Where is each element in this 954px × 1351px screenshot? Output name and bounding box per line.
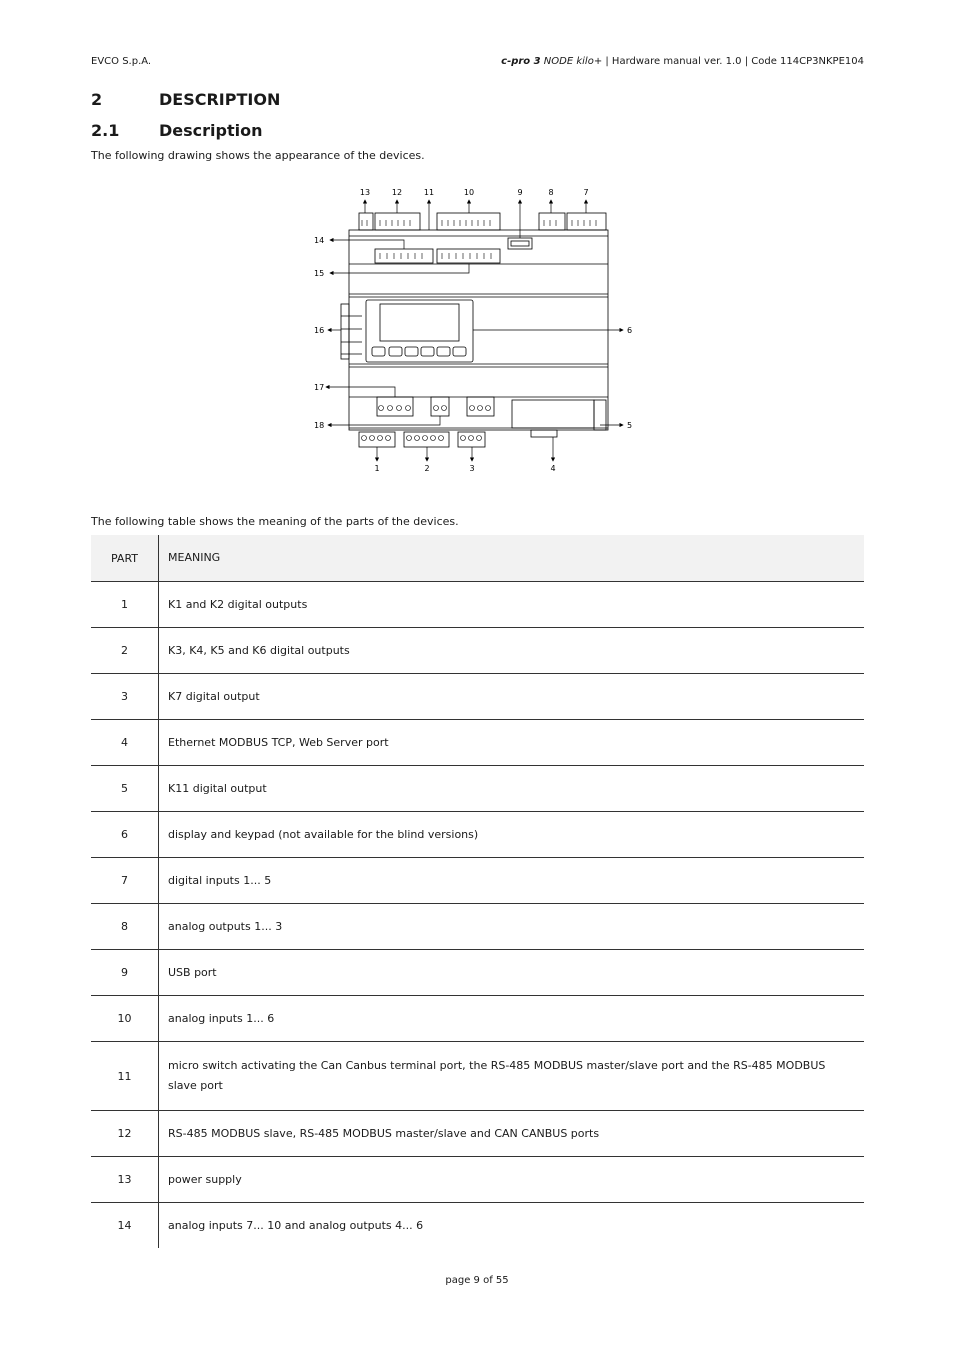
meaning-cell: USB port (159, 950, 865, 996)
meaning-cell: analog inputs 1... 6 (159, 996, 865, 1042)
meaning-cell: K3, K4, K5 and K6 digital outputs (159, 628, 865, 674)
part-cell: 3 (91, 674, 159, 720)
page-footer: page 9 of 55 (445, 1275, 509, 1286)
header-product-bold: c-pro 3 (501, 56, 541, 67)
meaning-cell: K1 and K2 digital outputs (159, 582, 865, 628)
table-row (91, 766, 864, 812)
meaning-cell: power supply (159, 1157, 865, 1203)
column-header-part: PART (91, 535, 159, 582)
callout-7: 7 (583, 188, 589, 197)
part-cell: 10 (91, 996, 159, 1042)
callout-2: 2 (424, 464, 430, 473)
callout-12: 12 (391, 188, 403, 197)
table-row (91, 1203, 864, 1249)
callout-6: 6 (627, 326, 633, 335)
part-cell: 7 (91, 858, 159, 904)
part-cell: 11 (91, 1042, 159, 1111)
callout-8: 8 (548, 188, 554, 197)
header-version-code: | Hardware manual ver. 1.0 | Code 114CP3NKPE104 (602, 56, 864, 67)
device-drawing (305, 180, 650, 480)
table-intro-paragraph: The following table shows the meaning of the parts of the devices. (91, 515, 459, 528)
table-row (91, 1042, 864, 1111)
part-cell: 14 (91, 1203, 159, 1249)
part-cell: 4 (91, 720, 159, 766)
callout-5: 5 (627, 421, 633, 430)
meaning-cell: micro switch activating the Can Canbus terminal port, the RS-485 MODBUS master/slave port and the RS-485 MODBUS slave port (159, 1042, 865, 1111)
meaning-cell: analog outputs 1... 3 (159, 904, 865, 950)
callout-1: 1 (374, 464, 380, 473)
subsection-number: 2.1 (91, 121, 120, 140)
part-cell: 1 (91, 582, 159, 628)
callout-18: 18 (314, 421, 325, 430)
table-row (91, 1157, 864, 1203)
callout-3: 3 (469, 464, 475, 473)
part-cell: 13 (91, 1157, 159, 1203)
meaning-cell: Ethernet MODBUS TCP, Web Server port (159, 720, 865, 766)
intro-paragraph: The following drawing shows the appearance of the devices. (91, 149, 425, 162)
part-cell: 8 (91, 904, 159, 950)
table-row (91, 628, 864, 674)
part-cell: 12 (91, 1111, 159, 1157)
header-document-info (501, 56, 864, 67)
callout-11: 11 (423, 188, 435, 197)
meaning-cell: display and keypad (not available for the blind versions) (159, 812, 865, 858)
top-terminal-pins (362, 220, 596, 259)
table-row (91, 582, 864, 628)
meaning-cell: K11 digital output (159, 766, 865, 812)
section-title: DESCRIPTION (159, 90, 281, 109)
callout-15: 15 (314, 269, 325, 278)
callout-10: 10 (463, 188, 475, 197)
subsection-heading (91, 121, 262, 140)
column-header-meaning: MEANING (159, 535, 865, 582)
header-company: EVCO S.p.A. (91, 56, 152, 67)
part-cell: 6 (91, 812, 159, 858)
meaning-cell: K7 digital output (159, 674, 865, 720)
section-heading (91, 90, 280, 109)
callout-9: 9 (517, 188, 523, 197)
callout-4: 4 (550, 464, 556, 473)
subsection-title: Description (159, 121, 263, 140)
table-row (91, 1111, 864, 1157)
callout-17: 17 (314, 383, 325, 392)
meaning-cell: analog inputs 7... 10 and analog outputs 4... 6 (168, 1218, 424, 1232)
table-row (91, 950, 864, 996)
table-row (91, 812, 864, 858)
part-cell: 5 (91, 766, 159, 812)
callout-arrows (326, 200, 623, 461)
header-product-italic: NODE kilo+ (540, 56, 603, 67)
table-row (91, 996, 864, 1042)
table-row (91, 720, 864, 766)
part-cell: 9 (91, 950, 159, 996)
terminal-screws (362, 406, 491, 441)
callout-14: 14 (314, 236, 325, 245)
table-header-row (91, 535, 864, 582)
callout-13: 13 (359, 188, 371, 197)
table-row (91, 858, 864, 904)
table-row (91, 674, 864, 720)
section-number: 2 (91, 90, 103, 109)
callout-16: 16 (314, 326, 325, 335)
meaning-cell: RS-485 MODBUS slave, RS-485 MODBUS master/slave and CAN CANBUS ports (159, 1111, 865, 1157)
parts-table (91, 535, 864, 1248)
meaning-cell: digital inputs 1... 5 (159, 858, 865, 904)
part-cell: 2 (91, 628, 159, 674)
table-row (91, 904, 864, 950)
